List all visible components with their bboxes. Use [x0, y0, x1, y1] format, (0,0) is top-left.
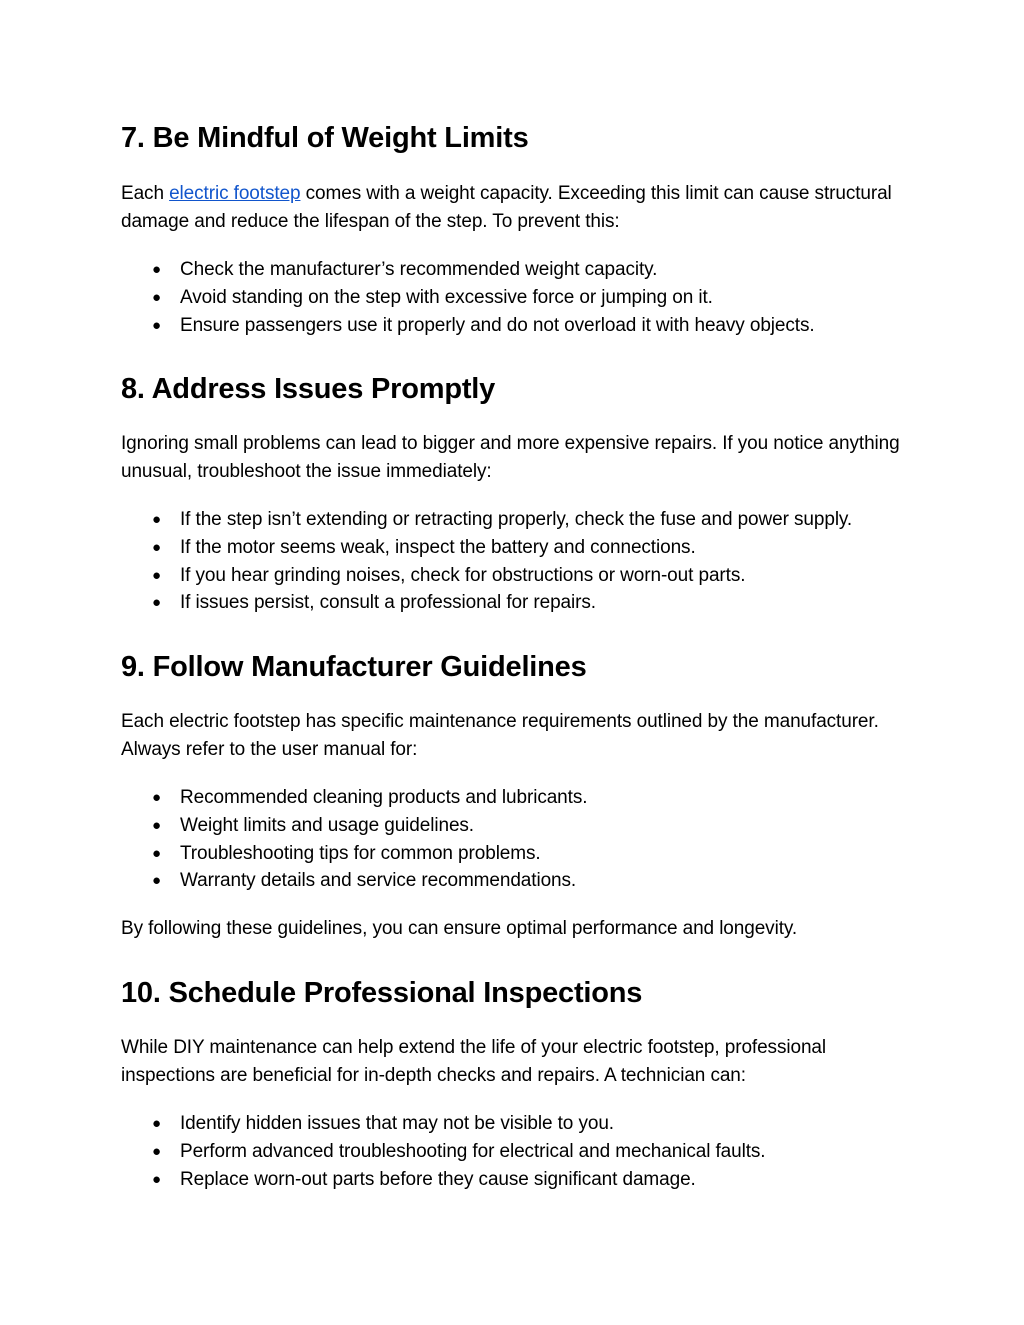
bullet-icon: ● — [152, 1115, 161, 1132]
section-outro-manufacturer-guidelines: By following these guidelines, you can ensure optimal performance and longevity. — [121, 918, 798, 939]
list-item-text: Troubleshooting tips for common problems. — [180, 842, 541, 864]
list-item — [121, 284, 815, 312]
bullet-list-weight-limits — [121, 256, 815, 339]
list-item-text: If the step isn’t extending or retracting properly, check the fuse and power supply. — [180, 509, 853, 530]
list-item — [121, 1138, 766, 1166]
bullet-list-professional-inspections — [121, 1110, 766, 1193]
list-item-text: If issues persist, consult a professional for repairs. — [180, 592, 596, 614]
list-item — [121, 867, 587, 895]
bullet-icon: ● — [152, 261, 161, 278]
section-intro-weight-limits — [121, 180, 911, 236]
intro-text-after-link: comes with a weight capacity. Exceeding this limit can cause structural damage and reduce the lifespan of the step. To prevent this: — [121, 183, 892, 232]
list-item — [121, 784, 587, 812]
list-item — [121, 534, 852, 562]
list-item — [121, 812, 587, 840]
bullet-icon: ● — [152, 844, 161, 862]
section-intro-professional-inspections: While DIY maintenance can help extend the life of your electric footstep, professional inspections are beneficial for in-depth checks and repairs. A technician can: — [121, 1037, 827, 1086]
electric-footstep-link[interactable]: electric footstep — [169, 183, 301, 204]
list-item-text: If the motor seems weak, inspect the battery and connections. — [180, 536, 696, 558]
list-item — [121, 589, 852, 617]
bullet-list-address-issues — [121, 506, 852, 617]
list-item-text: Check the manufacturer’s recommended weight capacity. — [180, 259, 658, 280]
bullet-icon: ● — [152, 538, 161, 556]
list-item-text: Ensure passengers use it properly and do not overload it with heavy objects. — [180, 314, 815, 336]
section-heading-weight-limits: 7. Be Mindful of Weight Limits — [121, 122, 529, 154]
list-item-text: If you hear grinding noises, check for obstructions or worn-out parts. — [180, 564, 746, 586]
list-item-text: Perform advanced troubleshooting for electrical and mechanical faults. — [180, 1140, 766, 1162]
list-item — [121, 506, 852, 534]
list-item-text: Replace worn-out parts before they cause significant damage. — [180, 1168, 696, 1190]
bullet-icon: ● — [152, 789, 161, 806]
section-heading-professional-inspections: 10. Schedule Professional Inspections — [121, 977, 643, 1009]
section-heading-address-issues: 8. Address Issues Promptly — [121, 373, 496, 405]
section-intro-manufacturer-guidelines: Each electric footstep has specific maintenance requirements outlined by the manufacturer. Always refer to the user manual for: — [121, 711, 879, 760]
list-item — [121, 1110, 766, 1138]
bullet-list-manufacturer-guidelines — [121, 784, 587, 895]
section-heading-manufacturer-guidelines: 9. Follow Manufacturer Guidelines — [121, 651, 587, 683]
list-item-text: Recommended cleaning products and lubricants. — [180, 787, 588, 808]
list-item — [121, 312, 815, 340]
list-item-text: Warranty details and service recommendations. — [180, 870, 577, 892]
bullet-icon: ● — [152, 872, 161, 890]
bullet-icon: ● — [152, 1142, 161, 1160]
list-item — [121, 840, 587, 868]
bullet-icon: ● — [152, 566, 161, 584]
list-item — [121, 1166, 766, 1194]
bullet-icon: ● — [152, 288, 161, 306]
list-item — [121, 562, 852, 590]
list-item-text: Avoid standing on the step with excessive force or jumping on it. — [180, 286, 713, 308]
bullet-icon: ● — [152, 594, 161, 612]
list-item-text: Weight limits and usage guidelines. — [180, 814, 474, 836]
bullet-icon: ● — [152, 1170, 161, 1188]
intro-text-before-link: Each — [121, 183, 170, 204]
bullet-icon: ● — [152, 316, 161, 334]
list-item — [121, 256, 815, 284]
bullet-icon: ● — [152, 816, 161, 834]
bullet-icon: ● — [152, 511, 161, 528]
section-intro-address-issues: Ignoring small problems can lead to bigger and more expensive repairs. If you notice anything unusual, troubleshoot the issue immediately: — [121, 433, 900, 482]
list-item-text: Identify hidden issues that may not be visible to you. — [180, 1113, 614, 1134]
